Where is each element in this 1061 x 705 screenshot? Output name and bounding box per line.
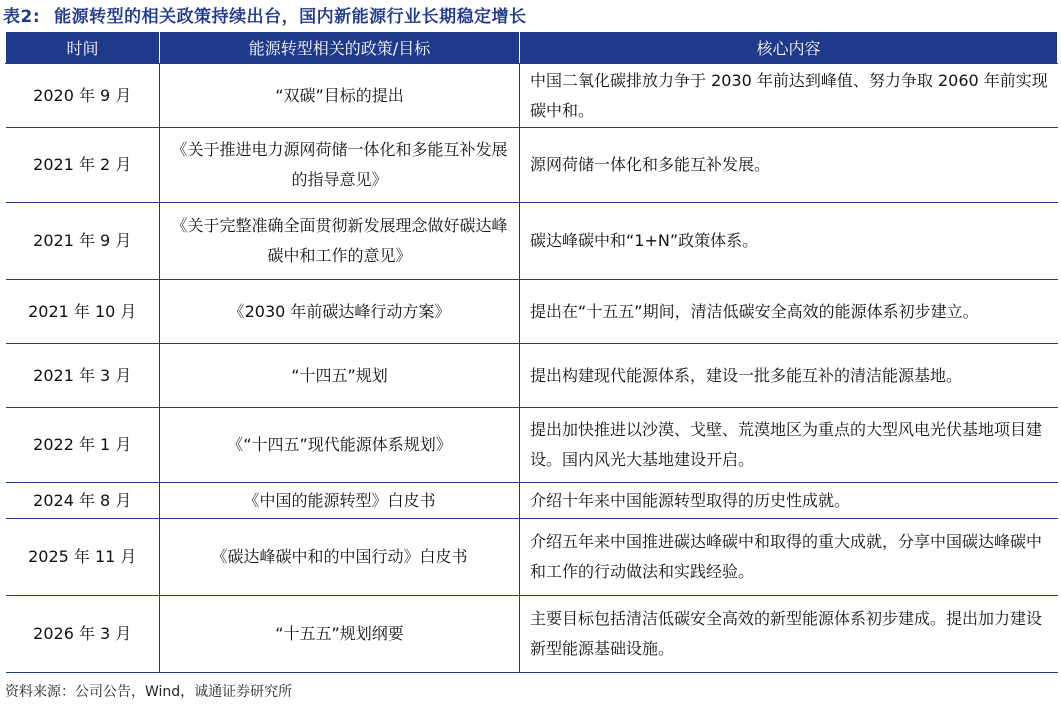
- table-row: [6, 596, 1058, 673]
- policy-cell: 《碳达峰碳中和的中国行动》白皮书: [160, 519, 520, 596]
- table-row: [6, 128, 1058, 203]
- table-caption: 能源转型的相关政策持续出台，国内新能源行业长期稳定增长: [54, 7, 527, 27]
- content-cell: 提出在“十五五”期间，清洁低碳安全高效的能源体系初步建立。: [520, 280, 1058, 344]
- content-cell: 提出加快推进以沙漠、戈壁、荒漠地区为重点的大型风电光伏基地项目建设。国内风光大基地建设开启。: [520, 408, 1058, 483]
- time-cell: 2024 年 8 月: [6, 483, 160, 519]
- content-cell: 中国二氧化碳排放力争于 2030 年前达到峰值、努力争取 2060 年前实现碳中和。: [520, 64, 1058, 128]
- table-row: [6, 519, 1058, 596]
- table-title: [3, 3, 527, 31]
- time-cell: 2022 年 1 月: [6, 408, 160, 483]
- content-cell: 介绍五年来中国推进碳达峰碳中和取得的重大成就，分享中国碳达峰碳中和工作的行动做法和实践经验。: [520, 519, 1058, 596]
- time-cell: 2021 年 3 月: [6, 344, 160, 408]
- time-cell: 2021 年 2 月: [6, 128, 160, 203]
- time-cell: 2021 年 9 月: [6, 203, 160, 280]
- time-cell: 2026 年 3 月: [6, 596, 160, 673]
- time-cell: 2025 年 11 月: [6, 519, 160, 596]
- table-number: 表2:: [3, 7, 41, 27]
- content-cell: 提出构建现代能源体系，建设一批多能互补的清洁能源基地。: [520, 344, 1058, 408]
- column-header-time: 时间: [6, 32, 160, 64]
- policy-cell: 《“十四五”现代能源体系规划》: [160, 408, 520, 483]
- time-cell: 2021 年 10 月: [6, 280, 160, 344]
- policy-cell: “双碳”目标的提出: [160, 64, 520, 128]
- policy-cell: 《关于完整准确全面贯彻新发展理念做好碳达峰碳中和工作的意见》: [160, 203, 520, 280]
- source-note: 资料来源：公司公告，Wind，诚通证券研究所: [5, 684, 293, 700]
- time-cell: 2020 年 9 月: [6, 64, 160, 128]
- table-row: [6, 64, 1058, 128]
- policy-cell: 《中国的能源转型》白皮书: [160, 483, 520, 519]
- table-body: [6, 64, 1058, 673]
- content-cell: 主要目标包括清洁低碳安全高效的新型能源体系初步建成。提出加力建设新型能源基础设施。: [520, 596, 1058, 673]
- policy-cell: “十五五”规划纲要: [160, 596, 520, 673]
- column-header-content: 核心内容: [520, 32, 1058, 64]
- table-row: [6, 203, 1058, 280]
- table-row: [6, 483, 1058, 519]
- content-cell: 碳达峰碳中和“1+N”政策体系。: [520, 203, 1058, 280]
- policy-cell: 《2030 年前碳达峰行动方案》: [160, 280, 520, 344]
- policy-cell: 《关于推进电力源网荷储一体化和多能互补发展的指导意见》: [160, 128, 520, 203]
- policy-table-container: [5, 32, 1057, 673]
- column-header-policy: 能源转型相关的政策/目标: [160, 32, 520, 64]
- table-row: [6, 280, 1058, 344]
- policy-table: [5, 32, 1058, 673]
- content-cell: 源网荷储一体化和多能互补发展。: [520, 128, 1058, 203]
- table-header: [6, 32, 1058, 64]
- table-row: [6, 408, 1058, 483]
- table-row: [6, 344, 1058, 408]
- policy-cell: “十四五”规划: [160, 344, 520, 408]
- content-cell: 介绍十年来中国能源转型取得的历史性成就。: [520, 483, 1058, 519]
- header-row: [6, 32, 1058, 64]
